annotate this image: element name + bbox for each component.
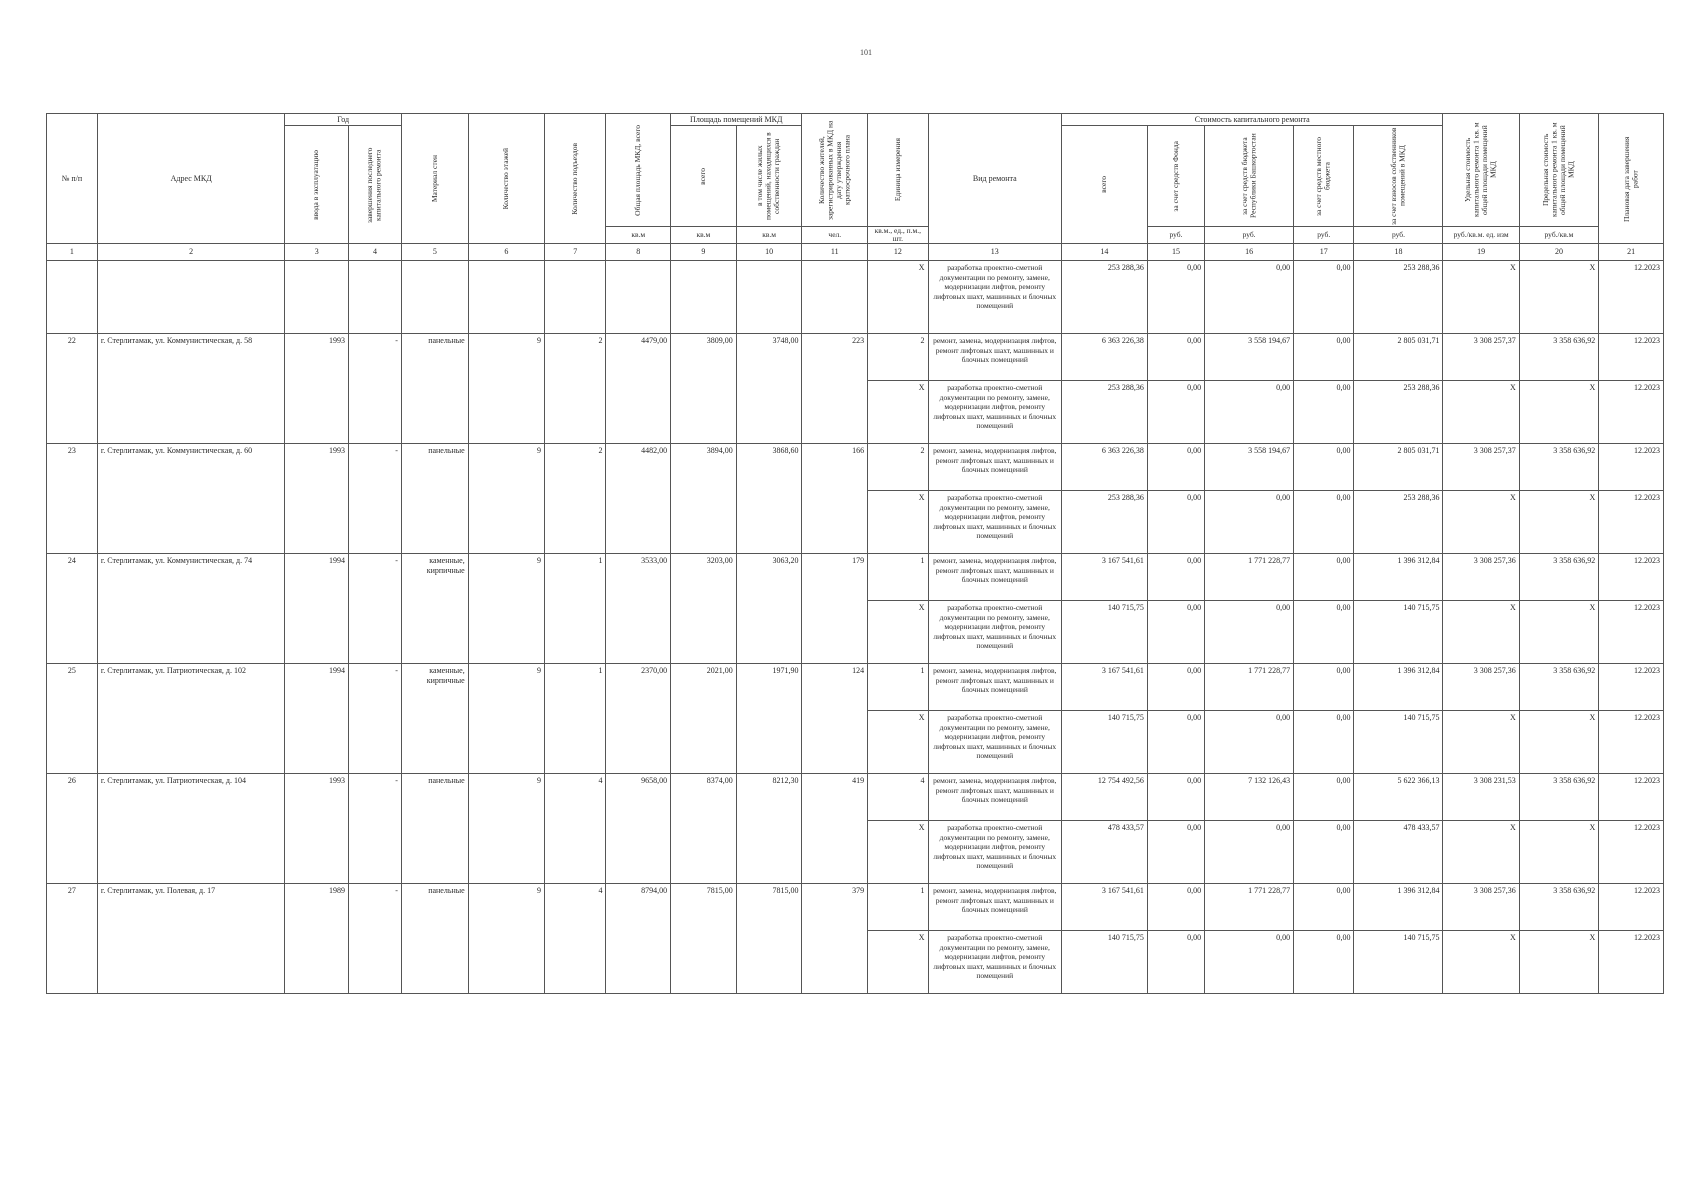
cell-cost-total: 140 715,75 (1062, 711, 1148, 774)
unit-cost-fund: руб. (1147, 227, 1204, 244)
cell-total-area: 4482,00 (606, 444, 671, 554)
cell-unit-cost: 3 308 257,36 (1443, 884, 1519, 931)
cell-work: ремонт, замена, модернизация лифтов, ремонт лифтовых шахт, машинных и блочных помещений (928, 554, 1062, 601)
cell-last-repair: - (348, 334, 401, 444)
unit-unit: кв.м., ед., п.м., шт. (868, 227, 928, 244)
cell-max-cost: Х (1519, 821, 1598, 884)
cell-area-private: 3063,20 (736, 554, 802, 664)
cell-cost-total: 478 433,57 (1062, 821, 1148, 884)
cell-owners: 5 622 366,13 (1354, 774, 1443, 821)
cell-address: г. Стерлитамак, ул. Коммунистическая, д. 60 (97, 444, 285, 554)
cell-date: 12.2023 (1599, 664, 1664, 711)
cell-area-private: 1971,90 (736, 664, 802, 774)
cell-unit-cost: Х (1443, 821, 1519, 884)
cell-local: 0,00 (1294, 711, 1354, 774)
cell-owners: 253 288,36 (1354, 381, 1443, 444)
cell-republic: 1 771 228,77 (1205, 554, 1294, 601)
table-row (47, 664, 1664, 711)
cell-work: ремонт, замена, модернизация лифтов, ремонт лифтовых шахт, машинных и блочных помещений (928, 444, 1062, 491)
cell-unit: 1 (868, 554, 928, 601)
cell-owners: 140 715,75 (1354, 711, 1443, 774)
cell-last-repair: - (348, 884, 401, 994)
cell-material: панельные (401, 444, 468, 554)
cell-owners: 2 805 031,71 (1354, 334, 1443, 381)
cell-unit-cost: 3 308 257,36 (1443, 664, 1519, 711)
cell-work: ремонт, замена, модернизация лифтов, ремонт лифтовых шахт, машинных и блочных помещений (928, 664, 1062, 711)
cell-material: панельные (401, 884, 468, 994)
cell-last-repair: - (348, 664, 401, 774)
cell-fund: 0,00 (1147, 601, 1204, 664)
cell-fund: 0,00 (1147, 444, 1204, 491)
cell-entrances: 4 (544, 884, 605, 994)
cell-republic: 0,00 (1205, 491, 1294, 554)
cell-republic: 0,00 (1205, 711, 1294, 774)
cell-floors: 9 (468, 774, 544, 884)
cell-unit: Х (868, 601, 928, 664)
cell-unit: 2 (868, 444, 928, 491)
cell-date: 12.2023 (1599, 931, 1664, 994)
cell-local: 0,00 (1294, 554, 1354, 601)
cell-fund: 0,00 (1147, 774, 1204, 821)
cell-num: 25 (47, 664, 98, 774)
header-cost-group: Стоимость капитального ремонта (1062, 114, 1443, 126)
cell-residents: 223 (802, 334, 868, 444)
cell-unit-cost: 3 308 231,53 (1443, 774, 1519, 821)
cell-owners: 253 288,36 (1354, 491, 1443, 554)
repair-plan-table-wrapper (46, 113, 1664, 994)
header-work: Вид ремонта (928, 114, 1062, 244)
cell-total-area: 3533,00 (606, 554, 671, 664)
cell-owners: 2 805 031,71 (1354, 444, 1443, 491)
cell-cost-total: 3 167 541,61 (1062, 664, 1148, 711)
cell-total-area: 9658,00 (606, 774, 671, 884)
unit-total-area: кв.м (606, 227, 671, 244)
cell-fund: 0,00 (1147, 884, 1204, 931)
cell-entrances: 4 (544, 774, 605, 884)
header-area-private: в том числе жилых помещений, находящихся в собственности граждан (736, 126, 802, 227)
cell-fund: 0,00 (1147, 381, 1204, 444)
header-cost-local: за счет средств местного бюджета (1294, 126, 1354, 227)
page-number: 101 (860, 48, 872, 57)
cell-owners: 140 715,75 (1354, 931, 1443, 994)
header-year-commission: ввода в эксплуатацию (285, 126, 349, 244)
cell-max-cost: 3 358 636,92 (1519, 554, 1598, 601)
cell-unit: 1 (868, 884, 928, 931)
cell-local: 0,00 (1294, 931, 1354, 994)
cell-unit-cost: 3 308 257,37 (1443, 444, 1519, 491)
cell-floors: 9 (468, 444, 544, 554)
header-address: Адрес МКД (97, 114, 285, 244)
header-total-area: Общая площадь МКД, всего (606, 114, 671, 227)
header-cost-fund: за счет средств Фонда (1147, 126, 1204, 227)
cell-unit: Х (868, 491, 928, 554)
cell-max-cost: 3 358 636,92 (1519, 664, 1598, 711)
cell-material: каменные, кирпичные (401, 554, 468, 664)
cell-cost-total: 253 288,36 (1062, 491, 1148, 554)
cell-unit: 4 (868, 774, 928, 821)
unit-cost-local: руб. (1294, 227, 1354, 244)
cell-local: 0,00 (1294, 444, 1354, 491)
cell-floors: 9 (468, 664, 544, 774)
cell-fund: 0,00 (1147, 664, 1204, 711)
cell-local: 0,00 (1294, 884, 1354, 931)
cell-unit-cost: Х (1443, 261, 1519, 334)
cell-fund: 0,00 (1147, 491, 1204, 554)
table-row (47, 444, 1664, 491)
header-cost-total: всего (1062, 126, 1148, 244)
cell-area-all: 3203,00 (671, 554, 737, 664)
cell-address: г. Стерлитамак, ул. Полевая, д. 17 (97, 884, 285, 994)
header-year-group: Год (285, 114, 402, 126)
cell-max-cost: 3 358 636,92 (1519, 884, 1598, 931)
cell-cost-total: 3 167 541,61 (1062, 554, 1148, 601)
cell-local: 0,00 (1294, 774, 1354, 821)
cell-republic: 0,00 (1205, 821, 1294, 884)
cell-local: 0,00 (1294, 821, 1354, 884)
cell-address: г. Стерлитамак, ул. Коммунистическая, д. 74 (97, 554, 285, 664)
cell-cost-total: 140 715,75 (1062, 931, 1148, 994)
cell-unit-cost: Х (1443, 931, 1519, 994)
cell-unit: Х (868, 381, 928, 444)
cell-work: разработка проектно-сметной документации по ремонту, замене, модернизации лифтов, ремонту лифтовых шахт, машинных и блочных помещений (928, 931, 1062, 994)
header-max-cost: Предельная стоимость капитального ремонта 1 кв. м общей площади помещений МКД (1519, 114, 1598, 227)
cell-residents: 179 (802, 554, 868, 664)
cell-area-all: 8374,00 (671, 774, 737, 884)
cell-year: 1989 (285, 884, 349, 994)
cell-date: 12.2023 (1599, 554, 1664, 601)
cell-total-area: 8794,00 (606, 884, 671, 994)
cell-fund: 0,00 (1147, 261, 1204, 334)
unit-max-cost: руб./кв.м (1519, 227, 1598, 244)
header-year-last-repair: завершения последнего капитального ремонта (348, 126, 401, 244)
cell-cost-total: 6 363 226,38 (1062, 444, 1148, 491)
cell-year: 1994 (285, 554, 349, 664)
cell-work: разработка проектно-сметной документации по ремонту, замене, модернизации лифтов, ремонту лифтовых шахт, машинных и блочных помещений (928, 261, 1062, 334)
cell-unit: Х (868, 261, 928, 334)
header-cost-owners: за счет взносов собственников помещений в МКД (1354, 126, 1443, 227)
cell-republic: 1 771 228,77 (1205, 884, 1294, 931)
cell-entrances: 2 (544, 334, 605, 444)
cell-area-private: 3748,00 (736, 334, 802, 444)
cell-owners: 1 396 312,84 (1354, 664, 1443, 711)
cell-unit: Х (868, 931, 928, 994)
cell-entrances: 1 (544, 664, 605, 774)
cell-fund: 0,00 (1147, 711, 1204, 774)
cell-area-all: 3894,00 (671, 444, 737, 554)
header-area-all: всего (671, 126, 737, 227)
cell-owners: 478 433,57 (1354, 821, 1443, 884)
cell-cost-total: 12 754 492,56 (1062, 774, 1148, 821)
cell-fund: 0,00 (1147, 554, 1204, 601)
cell-residents: 379 (802, 884, 868, 994)
cell-max-cost: Х (1519, 711, 1598, 774)
table-row (47, 261, 1664, 334)
cell-area-private: 3868,60 (736, 444, 802, 554)
unit-cost-owners: руб. (1354, 227, 1443, 244)
repair-plan-table (46, 113, 1664, 994)
cell-republic: 0,00 (1205, 931, 1294, 994)
cell-republic: 7 132 126,43 (1205, 774, 1294, 821)
cell-date: 12.2023 (1599, 711, 1664, 774)
cell-fund: 0,00 (1147, 821, 1204, 884)
cell-max-cost: Х (1519, 261, 1598, 334)
cell-num: 23 (47, 444, 98, 554)
cell-entrances: 1 (544, 554, 605, 664)
cell-cost-total: 3 167 541,61 (1062, 884, 1148, 931)
cell-date: 12.2023 (1599, 444, 1664, 491)
unit-area-private: кв.м (736, 227, 802, 244)
table-row (47, 774, 1664, 821)
cell-republic: 3 558 194,67 (1205, 444, 1294, 491)
header-num: № п/п (47, 114, 98, 244)
header-wall-material: Материал стен (401, 114, 468, 244)
unit-area-all: кв.м (671, 227, 737, 244)
cell-owners: 253 288,36 (1354, 261, 1443, 334)
cell-local: 0,00 (1294, 261, 1354, 334)
cell-date: 12.2023 (1599, 884, 1664, 931)
cell-cost-total: 140 715,75 (1062, 601, 1148, 664)
cell-area-all: 7815,00 (671, 884, 737, 994)
cell-cost-total: 253 288,36 (1062, 381, 1148, 444)
cell-year: 1993 (285, 774, 349, 884)
cell-max-cost: Х (1519, 381, 1598, 444)
cell-address: г. Стерлитамак, ул. Коммунистическая, д. 58 (97, 334, 285, 444)
cell-last-repair: - (348, 554, 401, 664)
cell-max-cost: 3 358 636,92 (1519, 444, 1598, 491)
cell-date: 12.2023 (1599, 821, 1664, 884)
cell-max-cost: 3 358 636,92 (1519, 334, 1598, 381)
cell-cost-total: 253 288,36 (1062, 261, 1148, 334)
header-plan-date: Плановая дата завершения работ (1599, 114, 1664, 244)
unit-unit-cost: руб./кв.м. ед. изм (1443, 227, 1519, 244)
cell-area-private: 8212,30 (736, 774, 802, 884)
cell-total-area: 2370,00 (606, 664, 671, 774)
cell-entrances: 2 (544, 444, 605, 554)
cell-work: ремонт, замена, модернизация лифтов, ремонт лифтовых шахт, машинных и блочных помещений (928, 334, 1062, 381)
cell-floors: 9 (468, 334, 544, 444)
cell-date: 12.2023 (1599, 381, 1664, 444)
cell-owners: 1 396 312,84 (1354, 554, 1443, 601)
cell-year: 1993 (285, 444, 349, 554)
cell-area-all: 3809,00 (671, 334, 737, 444)
header-cost-republic: за счет средств бюджета Республики Башкортостан (1205, 126, 1294, 227)
cell-residents: 166 (802, 444, 868, 554)
cell-unit: Х (868, 711, 928, 774)
cell-last-repair: - (348, 774, 401, 884)
cell-residents: 124 (802, 664, 868, 774)
unit-residents: чел. (802, 227, 868, 244)
cell-max-cost: Х (1519, 931, 1598, 994)
cell-local: 0,00 (1294, 491, 1354, 554)
cell-fund: 0,00 (1147, 334, 1204, 381)
header-entrances: Количество подъездов (544, 114, 605, 244)
cell-fund: 0,00 (1147, 931, 1204, 994)
table-row (47, 884, 1664, 931)
cell-work: разработка проектно-сметной документации по ремонту, замене, модернизации лифтов, ремонту лифтовых шахт, машинных и блочных помещений (928, 381, 1062, 444)
header-area-group: Площадь помещений МКД (671, 114, 802, 126)
cell-num: 26 (47, 774, 98, 884)
cell-work: разработка проектно-сметной документации по ремонту, замене, модернизации лифтов, ремонту лифтовых шахт, машинных и блочных помещений (928, 821, 1062, 884)
cell-work: ремонт, замена, модернизация лифтов, ремонт лифтовых шахт, машинных и блочных помещений (928, 884, 1062, 931)
cell-local: 0,00 (1294, 664, 1354, 711)
table-row (47, 554, 1664, 601)
column-numbers-row: 1 2 3 4 5 6 7 8 9 10 11 12 13 14 15 16 17 18 19 20 21 (47, 244, 1664, 261)
cell-floors: 9 (468, 884, 544, 994)
cell-num: 27 (47, 884, 98, 994)
cell-num: 24 (47, 554, 98, 664)
cell-material: панельные (401, 334, 468, 444)
cell-unit-cost: Х (1443, 381, 1519, 444)
cell-floors: 9 (468, 554, 544, 664)
cell-work: ремонт, замена, модернизация лифтов, ремонт лифтовых шахт, машинных и блочных помещений (928, 774, 1062, 821)
cell-republic: 3 558 194,67 (1205, 334, 1294, 381)
cell-republic: 1 771 228,77 (1205, 664, 1294, 711)
cell-local: 0,00 (1294, 381, 1354, 444)
header-residents: Количество жителей, зарегистрированных в МКД на дату утверждения краткосрочного плана (802, 114, 868, 227)
header-floors: Количество этажей (468, 114, 544, 244)
cell-date: 12.2023 (1599, 774, 1664, 821)
cell-year: 1993 (285, 334, 349, 444)
cell-local: 0,00 (1294, 601, 1354, 664)
cell-unit-cost: Х (1443, 491, 1519, 554)
cell-local: 0,00 (1294, 334, 1354, 381)
cell-date: 12.2023 (1599, 334, 1664, 381)
cell-cost-total: 6 363 226,38 (1062, 334, 1148, 381)
cell-year: 1994 (285, 664, 349, 774)
header-unit: Единица измерения (868, 114, 928, 227)
cell-unit: Х (868, 821, 928, 884)
cell-unit: 2 (868, 334, 928, 381)
cell-residents: 419 (802, 774, 868, 884)
cell-unit-cost: 3 308 257,36 (1443, 554, 1519, 601)
cell-date: 12.2023 (1599, 491, 1664, 554)
cell-republic: 0,00 (1205, 381, 1294, 444)
table-row (47, 334, 1664, 381)
cell-work: разработка проектно-сметной документации по ремонту, замене, модернизации лифтов, ремонту лифтовых шахт, машинных и блочных помещений (928, 601, 1062, 664)
cell-material: каменные, кирпичные (401, 664, 468, 774)
cell-owners: 140 715,75 (1354, 601, 1443, 664)
cell-address: г. Стерлитамак, ул. Патриотическая, д. 102 (97, 664, 285, 774)
cell-max-cost: Х (1519, 491, 1598, 554)
cell-date: 12.2023 (1599, 261, 1664, 334)
unit-cost-republic: руб. (1205, 227, 1294, 244)
header-unit-cost: Удельная стоимость капитального ремонта 1 кв. м общей площади помещений МКД (1443, 114, 1519, 227)
cell-owners: 1 396 312,84 (1354, 884, 1443, 931)
cell-unit-cost: Х (1443, 711, 1519, 774)
cell-republic: 0,00 (1205, 261, 1294, 334)
cell-unit-cost: Х (1443, 601, 1519, 664)
cell-last-repair: - (348, 444, 401, 554)
cell-address: г. Стерлитамак, ул. Патриотическая, д. 104 (97, 774, 285, 884)
cell-num: 22 (47, 334, 98, 444)
cell-total-area: 4479,00 (606, 334, 671, 444)
cell-unit: 1 (868, 664, 928, 711)
cell-work: разработка проектно-сметной документации по ремонту, замене, модернизации лифтов, ремонту лифтовых шахт, машинных и блочных помещений (928, 491, 1062, 554)
cell-max-cost: Х (1519, 601, 1598, 664)
cell-material: панельные (401, 774, 468, 884)
cell-work: разработка проектно-сметной документации по ремонту, замене, модернизации лифтов, ремонту лифтовых шахт, машинных и блочных помещений (928, 711, 1062, 774)
cell-unit-cost: 3 308 257,37 (1443, 334, 1519, 381)
cell-max-cost: 3 358 636,92 (1519, 774, 1598, 821)
cell-republic: 0,00 (1205, 601, 1294, 664)
cell-date: 12.2023 (1599, 601, 1664, 664)
cell-area-all: 2021,00 (671, 664, 737, 774)
cell-area-private: 7815,00 (736, 884, 802, 994)
